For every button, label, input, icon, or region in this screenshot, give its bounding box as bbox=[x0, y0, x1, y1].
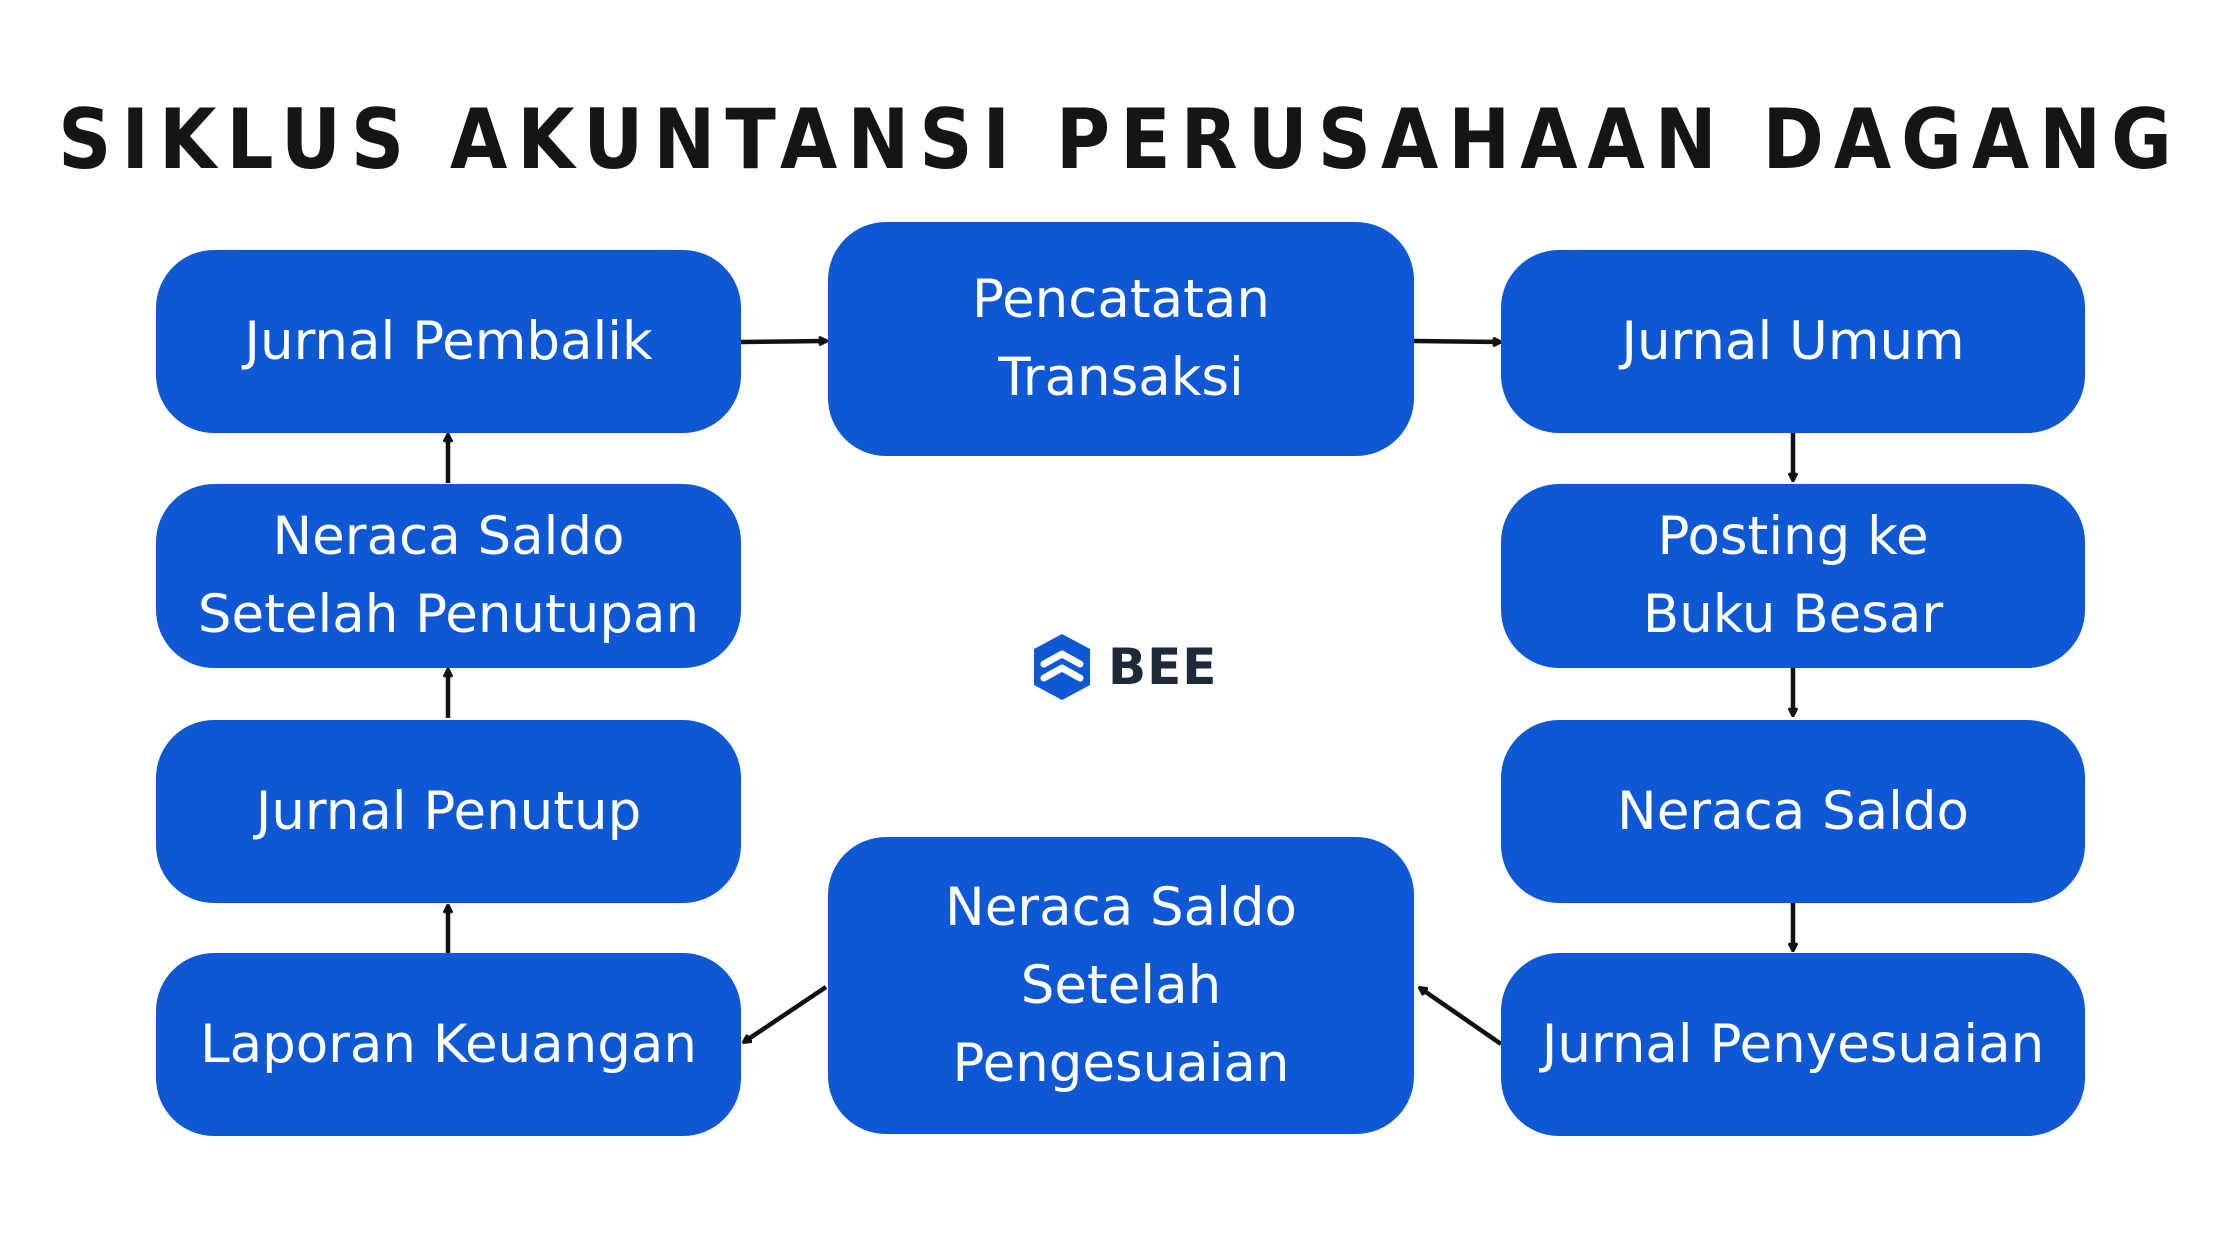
arrow-nssp-to-laporan bbox=[744, 987, 826, 1042]
arrow-jurnal-pembalik-to-pencatatan bbox=[741, 341, 826, 342]
arrow-pencatatan-to-jurnal-umum bbox=[1414, 341, 1500, 342]
arrow-penyesuaian-to-nssp bbox=[1420, 988, 1501, 1044]
node-label: Neraca Saldo Setelah Penutupan bbox=[197, 506, 700, 645]
brand-name: BEE bbox=[1108, 638, 1218, 696]
node-label: Jurnal Umum bbox=[1621, 310, 1965, 372]
diagram-title: SIKLUS AKUNTANSI PERUSAHAAN DAGANG bbox=[58, 92, 2182, 189]
node-jurnal-pembalik bbox=[156, 250, 741, 433]
node-label: Jurnal Penyesuaian bbox=[1541, 1013, 2045, 1075]
node-label: Neraca Saldo Setelah Pengesuaian bbox=[945, 876, 1297, 1094]
node-label: Jurnal Pembalik bbox=[244, 310, 653, 372]
node-laporan-keuangan bbox=[156, 953, 741, 1136]
node-neraca-saldo-setelah-penutupan bbox=[156, 484, 741, 668]
node-jurnal-umum bbox=[1501, 250, 2085, 433]
node-label: Laporan Keuangan bbox=[200, 1013, 697, 1075]
node-jurnal-penyesuaian bbox=[1501, 953, 2085, 1136]
node-label: Posting ke Buku Besar bbox=[1642, 506, 1944, 645]
node-jurnal-penutup bbox=[156, 720, 741, 903]
brand-logo bbox=[1030, 632, 1217, 702]
node-neraca-saldo-setelah-penyesuaian bbox=[828, 837, 1414, 1134]
bee-shield-logo-icon bbox=[1030, 632, 1094, 702]
node-neraca-saldo bbox=[1501, 720, 2085, 903]
node-label: Jurnal Penutup bbox=[255, 780, 642, 842]
node-pencatatan-transaksi bbox=[828, 222, 1414, 456]
node-label: Pencatatan Transaksi bbox=[972, 269, 1270, 408]
node-posting-buku-besar bbox=[1501, 484, 2085, 668]
node-label: Neraca Saldo bbox=[1617, 780, 1969, 842]
